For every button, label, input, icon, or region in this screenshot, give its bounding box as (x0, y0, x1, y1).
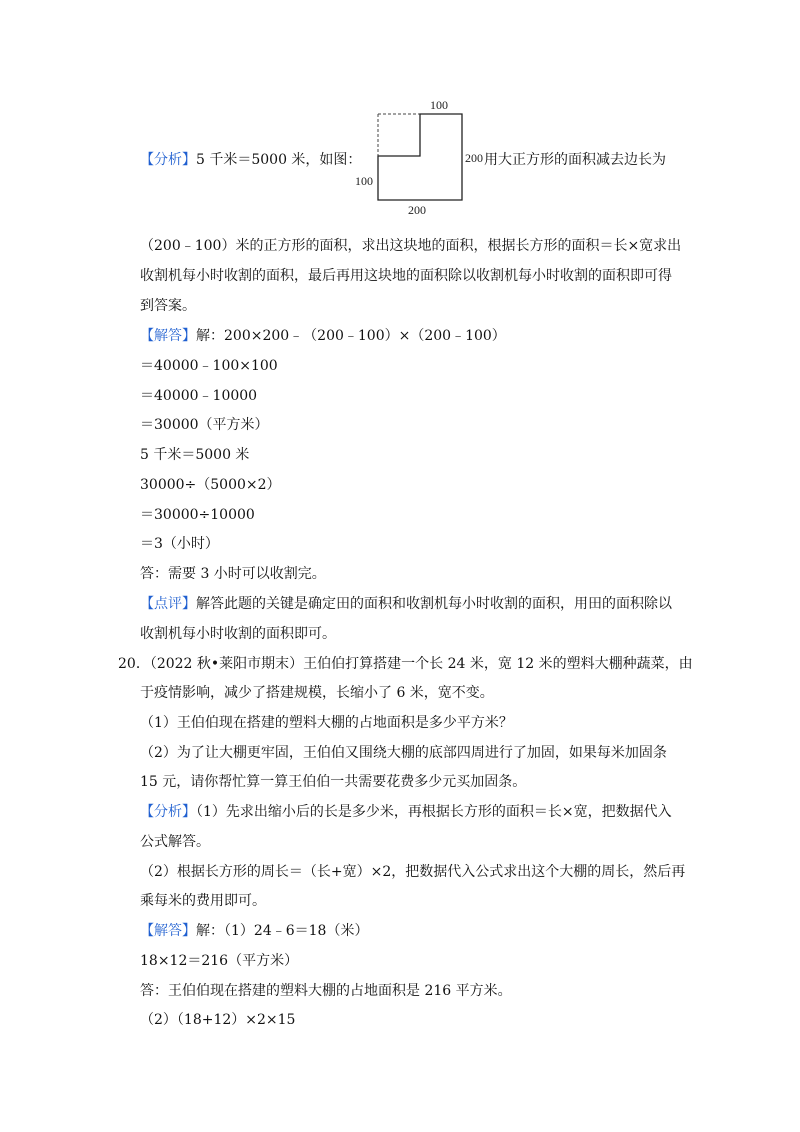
l-shape-outline (378, 114, 462, 200)
q20-answer-line-2: 18×12＝216（平方米） (140, 953, 299, 969)
q20-analysis-tag: 【分析】 (140, 804, 196, 820)
answer-step: 5 千米＝5000 米 (140, 447, 250, 463)
question-20-sub-2-line-2: 15 元，请你帮忙算一算王伯伯一共需要花费多少元买加固条。 (140, 774, 527, 790)
comment-line-2: 收割机每小时收割的面积即可。 (140, 626, 336, 642)
comment-line-1 (140, 595, 672, 613)
question-20-sub-2-line-1: （2）为了让大棚更牢固，王伯伯又围绕大棚的底部四周进行了加固，如果每米加固条 (140, 745, 667, 761)
answer-step: ＝40000﹣100×100 (140, 358, 278, 374)
missing-square-dashed (378, 114, 420, 156)
answer-step: ＝40000﹣10000 (140, 388, 258, 404)
bottom-dimension-label: 200 (408, 203, 426, 217)
answer-step: ＝30000（平方米） (140, 417, 269, 433)
question-20-line-2: 于疫情影响，减少了搭建规模，长缩小了 6 米，宽不变。 (140, 685, 494, 701)
comment-text-1: 解答此题的关键是确定田的面积和收割机每小时收割的面积，用田的面积除以 (196, 596, 672, 612)
analysis-line-2: 收割机每小时收割的面积，最后再用这块地的面积除以收割机每小时收割的面积即可得 (140, 268, 672, 284)
answer-step: ＝3（小时） (140, 536, 219, 552)
answer-conclusion: 答：需要 3 小时可以收割完。 (140, 566, 326, 582)
q20-analysis-line-3: （2）根据长方形的周长＝（长+宽）×2，把数据代入公式求出这个大棚的周长，然后再 (140, 864, 686, 880)
question-20-text-1: （2022 秋•莱阳市期末）王伯伯打算搭建一个长 24 米，宽 12 米的塑料大棚种蔬菜，由 (149, 656, 693, 672)
question-number: 20． (118, 656, 150, 672)
answer-tag: 【解答】 (140, 328, 196, 344)
answer-first-text: 解：200×200﹣（200﹣100）×（200﹣100） (196, 328, 506, 344)
answer-step: 30000÷（5000×2） (140, 477, 281, 493)
answer-step: ＝30000÷10000 (140, 507, 255, 523)
q20-answer-line-4: （2）（18+12）×2×15 (140, 1012, 296, 1028)
intro-text-after: 用大正方形的面积减去边长为 (484, 152, 666, 168)
analysis-line-3: 到答案。 (140, 298, 196, 314)
answer-first-line (140, 327, 506, 345)
q20-analysis-line-4: 乘每米的费用即可。 (140, 893, 266, 909)
analysis-tag: 【分析】 (140, 152, 196, 168)
right-dimension-label: 200 (465, 151, 483, 165)
q20-answer-tag: 【解答】 (140, 923, 196, 939)
comment-tag: 【点评】 (140, 596, 196, 612)
q20-analysis-text-1: （1）先求出缩小后的长是多少米，再根据长方形的面积＝长×宽，把数据代入 (196, 804, 672, 820)
q20-analysis-line-1 (140, 803, 672, 821)
intro-line (140, 151, 361, 169)
q20-answer-line-1 (140, 922, 368, 940)
q20-answer-line-3: 答：王伯伯现在搭建的塑料大棚的占地面积是 216 平方米。 (140, 983, 512, 999)
land-shape-figure (352, 96, 492, 220)
intro-text-before: 5 千米＝5000 米，如图： (196, 152, 362, 168)
question-20-sub-1: （1）王伯伯现在搭建的塑料大棚的占地面积是多少平方米？ (140, 715, 513, 731)
q20-answer-text-1: 解：（1）24﹣6＝18（米） (196, 923, 369, 939)
analysis-line-1: （200﹣100）米的正方形的面积，求出这块地的面积，根据长方形的面积＝长×宽求出 (140, 238, 682, 254)
top-dimension-label: 100 (430, 98, 448, 112)
left-dimension-label: 100 (355, 174, 373, 188)
question-20-line-1 (118, 655, 693, 673)
q20-analysis-line-2: 公式解答。 (140, 834, 210, 850)
